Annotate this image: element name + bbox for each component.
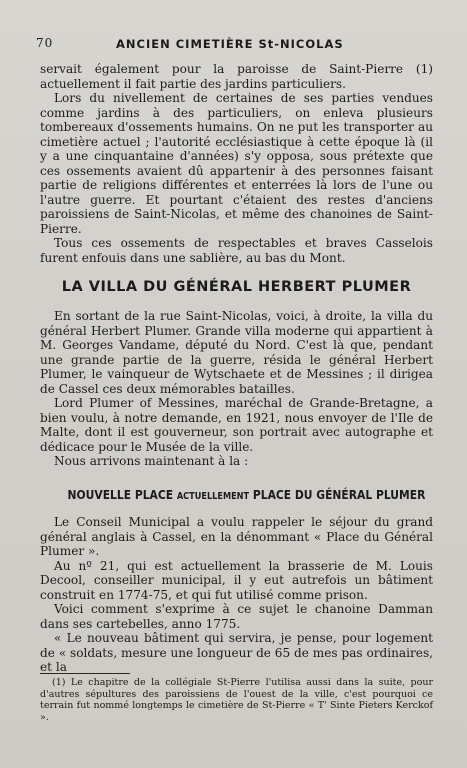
running-title: ANCIEN CIMETIÈRE St-NICOLAS	[116, 37, 344, 51]
section-place-text	[40, 515, 433, 675]
footnote-text: (1) Le chapitre de la collégiale St-Pierre l'utilisa aussi dans la suite, pour d'autres sépultures des paroissiens de l'ouest de la ville, c'est pourquoi ce terrain fut nommé longtemps le cimetière de St-Pierre « T' Sinte Pieters Kerckof ».	[40, 677, 433, 723]
section-villa-text	[40, 309, 433, 469]
paragraph: Voici comment s'exprime à ce sujet le chanoine Damman dans ses cartebelles, anno 1775.	[40, 602, 433, 631]
title-part: PLACE DU GÉNÉRAL PLUMER	[252, 487, 426, 502]
footnote	[40, 677, 433, 723]
page-number: 70	[36, 36, 54, 50]
section-title-place	[67, 487, 426, 502]
section-title-villa: LA VILLA DU GÉNÉRAL HERBERT PLUMER	[61, 279, 412, 295]
paragraph: En sortant de la rue Saint-Nicolas, voici, à droite, la villa du général Herbert Plumer. Grande villa moderne qui appartient à M. Georges Vandame, député du Nord. C'est là que, pendant une grande partie de la guerre, résida le général Herbert Plumer, le vainqueur de Wytschaete et de Messines ; il dirigea de Cassel ces deux mémorables batailles.	[40, 309, 433, 396]
paragraph: servait également pour la paroisse de Saint-Pierre (1) actuellement il fait partie des jardins particuliers.	[40, 62, 433, 91]
title-part: NOUVELLE PLACE	[67, 487, 174, 502]
section-cemetery-text	[40, 62, 433, 265]
paragraph: Lord Plumer of Messines, maréchal de Grande-Bretagne, a bien voulu, à notre demande, en 1921, nous envoyer de l'Ile de Malte, dont il est gouverneur, son portrait avec autographe et dédicace pour le Musée de la ville.	[40, 396, 433, 454]
title-part: ACTUELLEMENT	[176, 491, 250, 502]
paragraph: Lors du nivellement de certaines de ses parties vendues comme jardins à des particuliers, on enleva plusieurs tombereaux d'ossements humains. On ne put les transporter au cimetière actuel ; l'autorité ecclésiastique à cette époque là (il y a une cinquantaine d'années) s'y opposa, sous prétexte que ces ossements avaient dû appartenir à des personnes faisant partie de religions différentes et enterrées là lors de l'une ou l'autre guerre. Et pourtant c'étaient des restes d'anciens paroissiens de Saint-Nicolas, et même des chanoines de Saint-Pierre.	[40, 91, 433, 236]
paragraph: « Le nouveau bâtiment qui servira, je pense, pour logement de « soldats, mesure une longueur de 65 de mes pas ordinaires, et la	[40, 631, 433, 674]
page-header	[36, 36, 437, 54]
paragraph: Nous arrivons maintenant à la :	[54, 454, 249, 468]
paragraph: Tous ces ossements de respectables et braves Casselois furent enfouis dans une sablière, au bas du Mont.	[40, 236, 433, 265]
footnote-rule	[40, 673, 130, 674]
paragraph: Au nº 21, qui est actuellement la brasserie de M. Louis Decool, conseiller municipal, il y eut autrefois un bâtiment construit en 1774-75, et qui fut utilisé comme prison.	[40, 558, 433, 602]
paragraph: Le Conseil Municipal a voulu rappeler le séjour du grand général anglais à Cassel, en la dénommant « Place du Général Plumer ».	[40, 515, 433, 558]
